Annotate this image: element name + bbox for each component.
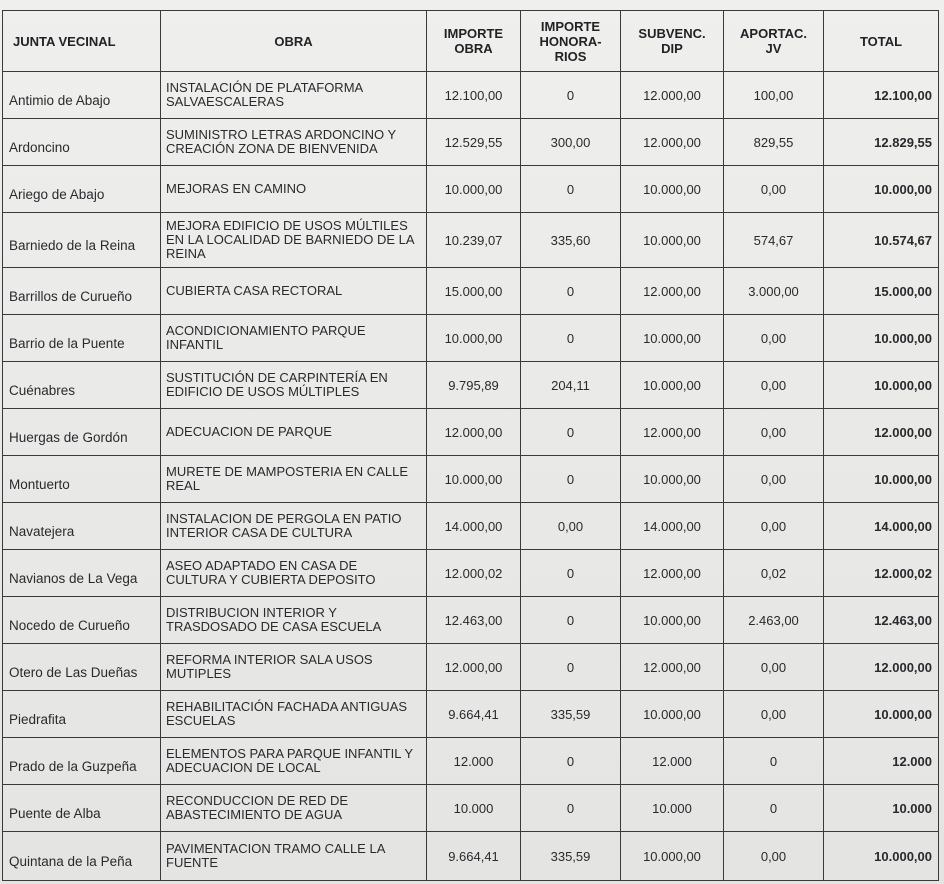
importe-honorarios-cell: 0 [521, 738, 621, 785]
total-cell: 12.829,55 [824, 119, 939, 166]
table-row [3, 691, 939, 738]
table-row [3, 832, 939, 881]
importe-honorarios-cell: 0 [521, 409, 621, 456]
total-cell: 10.000,00 [824, 691, 939, 738]
importe-obra-cell: 12.000,00 [427, 409, 521, 456]
total-cell: 12.000,02 [824, 550, 939, 597]
subvencion-dip-cell: 10.000,00 [621, 315, 724, 362]
obra-cell: ACONDICIONAMIENTO PARQUE INFANTIL [161, 315, 427, 362]
aportacion-jv-cell: 0,00 [724, 409, 824, 456]
importe-obra-cell: 10.000,00 [427, 315, 521, 362]
importe-honorarios-cell: 335,59 [521, 832, 621, 881]
importe-obra-cell: 9.795,89 [427, 362, 521, 409]
importe-honorarios-cell: 0 [521, 644, 621, 691]
aportacion-jv-cell: 100,00 [724, 72, 824, 119]
subvencion-dip-cell: 10.000,00 [621, 362, 724, 409]
importe-honorarios-cell: 0 [521, 315, 621, 362]
aportacion-jv-cell: 0,00 [724, 832, 824, 881]
obra-cell: MEJORAS EN CAMINO [161, 166, 427, 213]
junta-vecinal-cell: Otero de Las Dueñas [3, 644, 161, 691]
importe-obra-cell: 12.000,02 [427, 550, 521, 597]
junta-vecinal-cell: Barrillos de Curueño [3, 268, 161, 315]
junta-vecinal-cell: Prado de la Guzpeña [3, 738, 161, 785]
obra-cell: INSTALACION DE PERGOLA EN PATIO INTERIOR CASA DE CULTURA [161, 503, 427, 550]
obra-cell: SUSTITUCIÓN DE CARPINTERÍA EN EDIFICIO DE USOS MÚLTIPLES [161, 362, 427, 409]
total-cell: 12.000,00 [824, 644, 939, 691]
junta-vecinal-cell: Ariego de Abajo [3, 166, 161, 213]
aportacion-jv-cell: 0,00 [724, 362, 824, 409]
header-junta-vecinal: JUNTA VECINAL [3, 11, 161, 72]
total-cell: 15.000,00 [824, 268, 939, 315]
subvencion-dip-cell: 12.000,00 [621, 72, 724, 119]
header-row [3, 11, 939, 72]
obra-cell: PAVIMENTACION TRAMO CALLE LA FUENTE [161, 832, 427, 881]
table-row [3, 644, 939, 691]
obra-cell: DISTRIBUCION INTERIOR Y TRASDOSADO DE CASA ESCUELA [161, 597, 427, 644]
subsidy-table [2, 10, 939, 881]
aportacion-jv-cell: 0,00 [724, 166, 824, 213]
table-row [3, 550, 939, 597]
obra-cell: SUMINISTRO LETRAS ARDONCINO Y CREACIÓN ZONA DE BIENVENIDA [161, 119, 427, 166]
junta-vecinal-cell: Nocedo de Curueño [3, 597, 161, 644]
junta-vecinal-cell: Barrio de la Puente [3, 315, 161, 362]
importe-obra-cell: 12.000 [427, 738, 521, 785]
total-cell: 12.463,00 [824, 597, 939, 644]
obra-cell: ASEO ADAPTADO EN CASA DE CULTURA Y CUBIERTA DEPOSITO [161, 550, 427, 597]
aportacion-jv-cell: 0,00 [724, 315, 824, 362]
aportacion-jv-cell: 0,00 [724, 503, 824, 550]
importe-obra-cell: 9.664,41 [427, 832, 521, 881]
subvencion-dip-cell: 10.000,00 [621, 213, 724, 268]
aportacion-jv-cell: 574,67 [724, 213, 824, 268]
importe-honorarios-cell: 204,11 [521, 362, 621, 409]
table-row [3, 738, 939, 785]
importe-honorarios-cell: 0,00 [521, 503, 621, 550]
aportacion-jv-cell: 0 [724, 785, 824, 832]
subvencion-dip-cell: 10.000 [621, 785, 724, 832]
junta-vecinal-cell: Ardoncino [3, 119, 161, 166]
importe-obra-cell: 14.000,00 [427, 503, 521, 550]
importe-obra-cell: 12.463,00 [427, 597, 521, 644]
importe-honorarios-cell: 0 [521, 550, 621, 597]
junta-vecinal-cell: Navianos de La Vega [3, 550, 161, 597]
obra-cell: RECONDUCCION DE RED DE ABASTECIMIENTO DE AGUA [161, 785, 427, 832]
total-cell: 10.000,00 [824, 832, 939, 881]
table-row [3, 409, 939, 456]
header-importe-honorarios: IMPORTE HONORA- RIOS [521, 11, 621, 72]
table-body [3, 72, 939, 881]
aportacion-jv-cell: 829,55 [724, 119, 824, 166]
importe-honorarios-cell: 0 [521, 597, 621, 644]
importe-honorarios-cell: 0 [521, 72, 621, 119]
junta-vecinal-cell: Antimio de Abajo [3, 72, 161, 119]
obra-cell: REFORMA INTERIOR SALA USOS MUTIPLES [161, 644, 427, 691]
obra-cell: INSTALACIÓN DE PLATAFORMA SALVAESCALERAS [161, 72, 427, 119]
obra-cell: CUBIERTA CASA RECTORAL [161, 268, 427, 315]
importe-obra-cell: 12.000,00 [427, 644, 521, 691]
importe-obra-cell: 9.664,41 [427, 691, 521, 738]
importe-obra-cell: 15.000,00 [427, 268, 521, 315]
header-obra: OBRA [161, 11, 427, 72]
subvencion-dip-cell: 10.000,00 [621, 832, 724, 881]
aportacion-jv-cell: 0,00 [724, 456, 824, 503]
importe-honorarios-cell: 300,00 [521, 119, 621, 166]
subvencion-dip-cell: 12.000 [621, 738, 724, 785]
subvencion-dip-cell: 14.000,00 [621, 503, 724, 550]
junta-vecinal-cell: Puente de Alba [3, 785, 161, 832]
obra-cell: MURETE DE MAMPOSTERIA EN CALLE REAL [161, 456, 427, 503]
aportacion-jv-cell: 0,02 [724, 550, 824, 597]
header-aportacion-jv: APORTAC. JV [724, 11, 824, 72]
table-row [3, 456, 939, 503]
importe-obra-cell: 10.000 [427, 785, 521, 832]
junta-vecinal-cell: Huergas de Gordón [3, 409, 161, 456]
obra-cell: REHABILITACIÓN FACHADA ANTIGUAS ESCUELAS [161, 691, 427, 738]
importe-obra-cell: 12.529,55 [427, 119, 521, 166]
aportacion-jv-cell: 3.000,00 [724, 268, 824, 315]
aportacion-jv-cell: 0,00 [724, 644, 824, 691]
total-cell: 12.000 [824, 738, 939, 785]
importe-obra-cell: 10.000,00 [427, 456, 521, 503]
importe-honorarios-cell: 0 [521, 456, 621, 503]
subvencion-dip-cell: 12.000,00 [621, 119, 724, 166]
obra-cell: MEJORA EDIFICIO DE USOS MÚLTILES EN LA LOCALIDAD DE BARNIEDO DE LA REINA [161, 213, 427, 268]
total-cell: 10.574,67 [824, 213, 939, 268]
subvencion-dip-cell: 10.000,00 [621, 691, 724, 738]
table-row [3, 72, 939, 119]
obra-cell: ELEMENTOS PARA PARQUE INFANTIL Y ADECUACION DE LOCAL [161, 738, 427, 785]
subvencion-dip-cell: 12.000,00 [621, 550, 724, 597]
table-row [3, 166, 939, 213]
header-total: TOTAL [824, 11, 939, 72]
junta-vecinal-cell: Piedrafita [3, 691, 161, 738]
table-row [3, 362, 939, 409]
importe-obra-cell: 10.000,00 [427, 166, 521, 213]
total-cell: 10.000,00 [824, 362, 939, 409]
importe-honorarios-cell: 0 [521, 166, 621, 213]
table-row [3, 597, 939, 644]
header-subvencion-dip: SUBVENC. DIP [621, 11, 724, 72]
aportacion-jv-cell: 2.463,00 [724, 597, 824, 644]
total-cell: 14.000,00 [824, 503, 939, 550]
table-row [3, 119, 939, 166]
total-cell: 10.000,00 [824, 315, 939, 362]
total-cell: 10.000 [824, 785, 939, 832]
total-cell: 12.100,00 [824, 72, 939, 119]
subvencion-dip-cell: 10.000,00 [621, 456, 724, 503]
importe-honorarios-cell: 0 [521, 785, 621, 832]
total-cell: 10.000,00 [824, 166, 939, 213]
importe-obra-cell: 10.239,07 [427, 213, 521, 268]
junta-vecinal-cell: Navatejera [3, 503, 161, 550]
importe-obra-cell: 12.100,00 [427, 72, 521, 119]
junta-vecinal-cell: Barniedo de la Reina [3, 213, 161, 268]
aportacion-jv-cell: 0,00 [724, 691, 824, 738]
subvencion-dip-cell: 10.000,00 [621, 597, 724, 644]
total-cell: 12.000,00 [824, 409, 939, 456]
obra-cell: ADECUACION DE PARQUE [161, 409, 427, 456]
total-cell: 10.000,00 [824, 456, 939, 503]
junta-vecinal-cell: Montuerto [3, 456, 161, 503]
junta-vecinal-cell: Quintana de la Peña [3, 832, 161, 881]
subvencion-dip-cell: 12.000,00 [621, 644, 724, 691]
header-importe-obra: IMPORTE OBRA [427, 11, 521, 72]
subvencion-dip-cell: 10.000,00 [621, 166, 724, 213]
table-row [3, 315, 939, 362]
table-row [3, 785, 939, 832]
table-row [3, 503, 939, 550]
importe-honorarios-cell: 335,59 [521, 691, 621, 738]
table-row [3, 213, 939, 268]
subvencion-dip-cell: 12.000,00 [621, 268, 724, 315]
junta-vecinal-cell: Cuénabres [3, 362, 161, 409]
importe-honorarios-cell: 0 [521, 268, 621, 315]
importe-honorarios-cell: 335,60 [521, 213, 621, 268]
table-row [3, 268, 939, 315]
subvencion-dip-cell: 12.000,00 [621, 409, 724, 456]
aportacion-jv-cell: 0 [724, 738, 824, 785]
